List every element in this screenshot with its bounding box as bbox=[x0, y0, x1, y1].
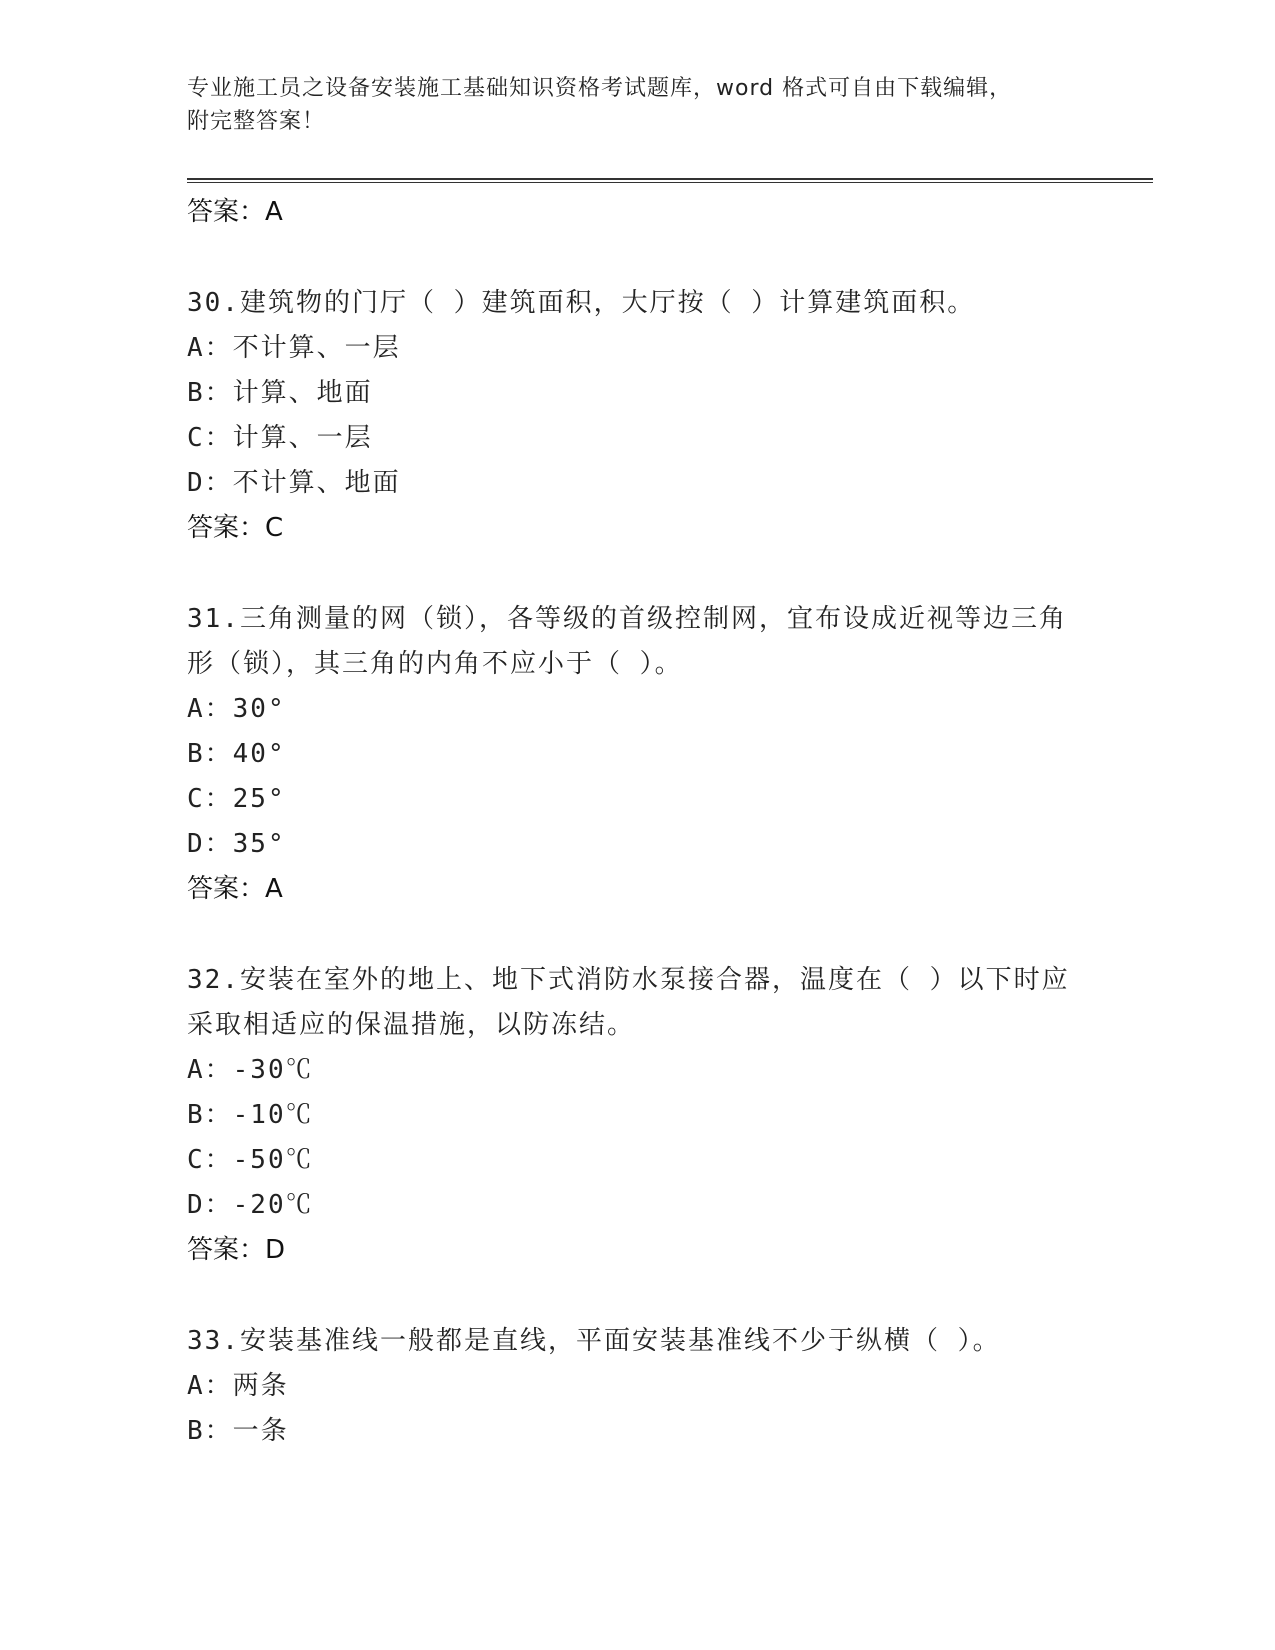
option-c: C：-50℃ bbox=[187, 1145, 314, 1175]
option-d: D：-20℃ bbox=[187, 1190, 314, 1220]
answer-line: 答案：D bbox=[187, 1235, 286, 1265]
header-divider-thin bbox=[187, 182, 1153, 183]
answer-line: 答案：A bbox=[187, 874, 283, 904]
answer-line: 答案：A bbox=[187, 197, 283, 227]
option-b: B：40° bbox=[187, 739, 286, 769]
option-b: B：-10℃ bbox=[187, 1100, 314, 1130]
option-a: A：-30℃ bbox=[187, 1055, 314, 1085]
question-list bbox=[187, 190, 1087, 1454]
question-stem: 30.建筑物的门厅（ ）建筑面积，大厅按（ ）计算建筑面积。 bbox=[187, 288, 976, 318]
option-c: C：25° bbox=[187, 784, 286, 814]
option-a: A：不计算、一层 bbox=[187, 333, 401, 363]
option-a: A：30° bbox=[187, 694, 286, 724]
option-d: D：不计算、地面 bbox=[187, 468, 401, 498]
option-b: B：计算、地面 bbox=[187, 378, 373, 408]
question-stem: 32.安装在室外的地上、地下式消防水泵接合器，温度在（ ）以下时应采取相适应的保温措施，以防冻结。 bbox=[187, 965, 1070, 1040]
question-stem: 33.安装基准线一般都是直线，平面安装基准线不少于纵横（ ）。 bbox=[187, 1326, 1001, 1356]
option-a: A：两条 bbox=[187, 1371, 289, 1401]
option-b: B：一条 bbox=[187, 1416, 289, 1446]
document-header: 专业施工员之设备安装施工基础知识资格考试题库，word 格式可自由下载编辑， 附完整答案！ bbox=[187, 76, 1013, 134]
option-c: C：计算、一层 bbox=[187, 423, 373, 453]
option-d: D：35° bbox=[187, 829, 286, 859]
question-stem: 31.三角测量的网（锁），各等级的首级控制网，宜布设成近视等边三角形（锁），其三角的内角不应小于（ ）。 bbox=[187, 604, 1067, 679]
answer-line: 答案：C bbox=[187, 513, 284, 543]
header-divider bbox=[187, 178, 1153, 180]
